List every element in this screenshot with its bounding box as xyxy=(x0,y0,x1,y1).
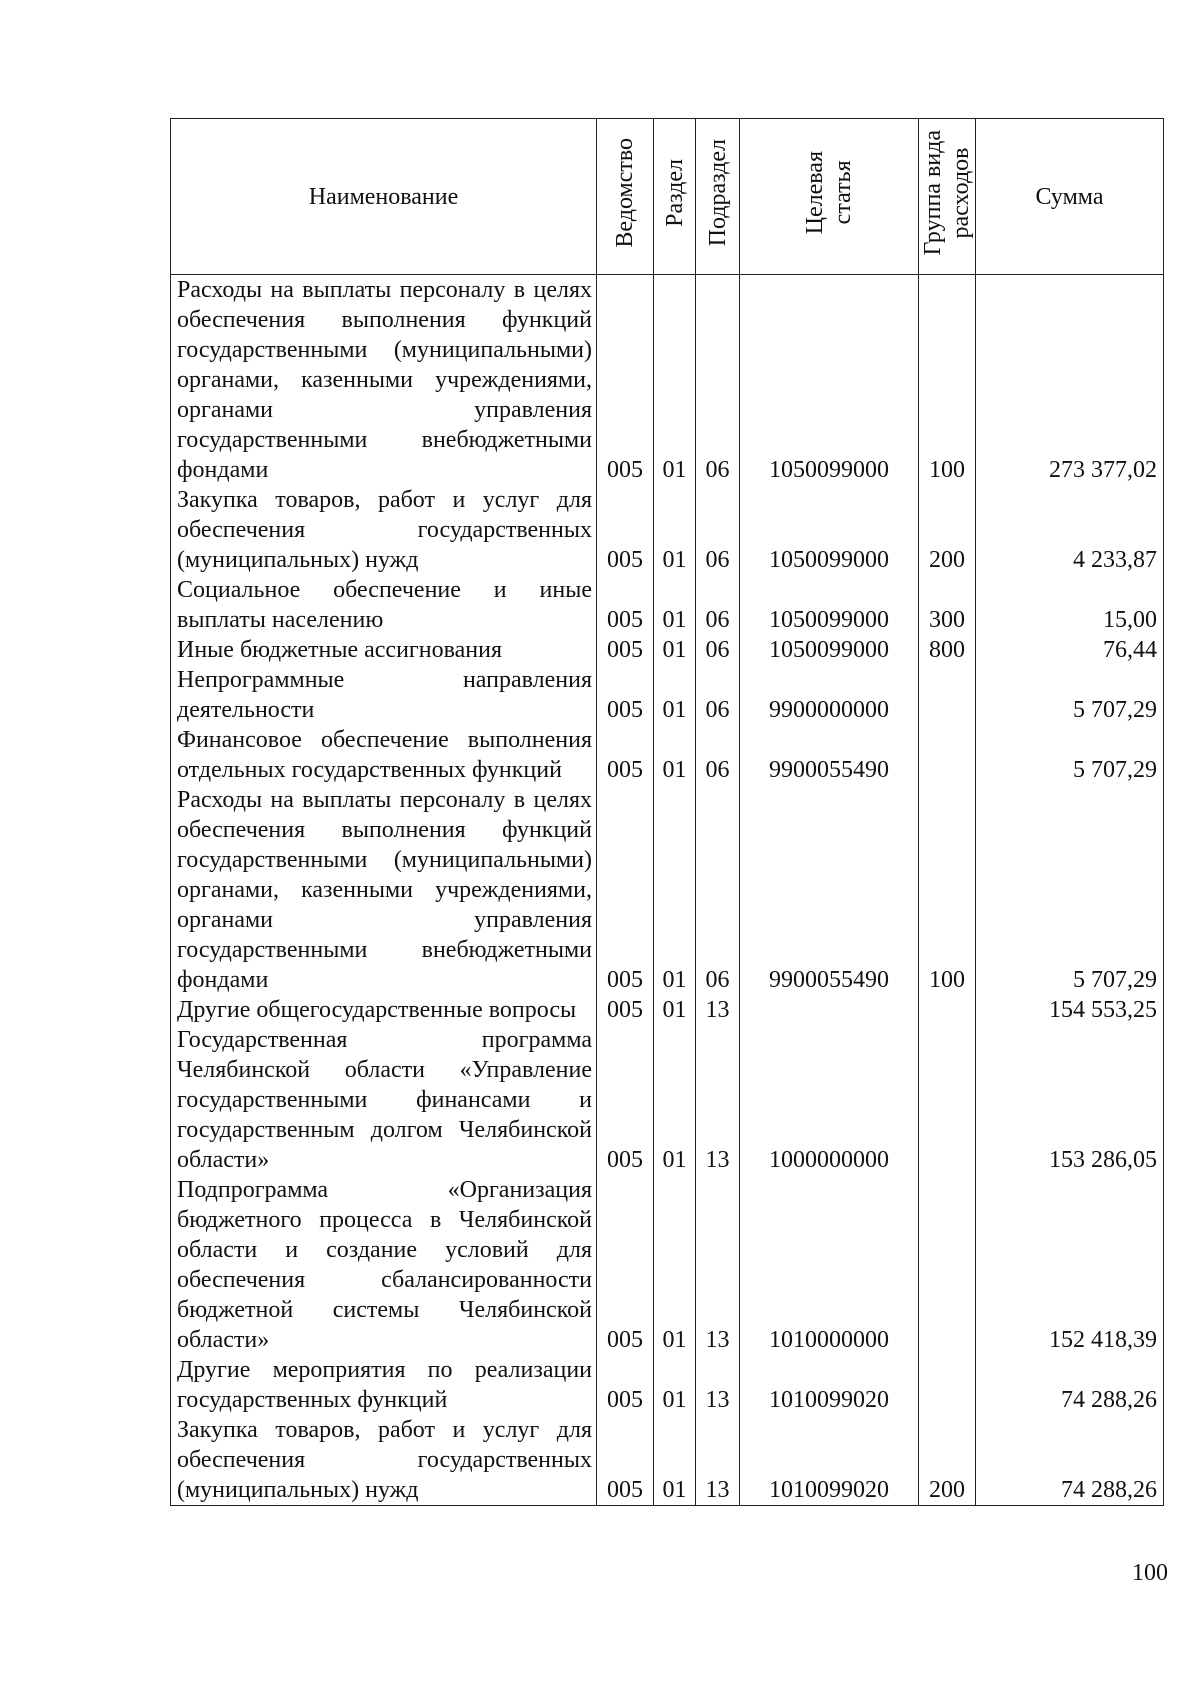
table-row xyxy=(171,275,1164,486)
cell-vedomstvo: 005 xyxy=(597,1025,654,1175)
cell-razdel: 01 xyxy=(654,1355,696,1415)
table-body xyxy=(171,275,1164,1506)
table-row xyxy=(171,1415,1164,1506)
cell-gruppa-vida-rashodov: 100 xyxy=(919,785,976,995)
cell-gruppa-vida-rashodov: 100 xyxy=(919,275,976,486)
cell-name: Финансовое обеспечение выполнения отдельных государственных функций xyxy=(171,725,597,785)
cell-celevaya-statya: 9900000000 xyxy=(740,665,919,725)
cell-name: Другие общегосударственные вопросы xyxy=(171,995,597,1025)
cell-summa: 152 418,39 xyxy=(976,1175,1164,1355)
cell-vedomstvo: 005 xyxy=(597,1175,654,1355)
cell-summa: 74 288,26 xyxy=(976,1415,1164,1506)
cell-name: Подпрограмма «Организация бюджетного процесса в Челябинской области и создание условий для обеспечения сбалансированности бюджетной системы Челябинской области» xyxy=(171,1175,597,1355)
cell-razdel: 01 xyxy=(654,725,696,785)
cell-razdel: 01 xyxy=(654,575,696,635)
header-vedomstvo: Ведомство xyxy=(597,119,654,275)
cell-summa: 153 286,05 xyxy=(976,1025,1164,1175)
cell-razdel: 01 xyxy=(654,1415,696,1506)
cell-razdel: 01 xyxy=(654,635,696,665)
cell-gruppa-vida-rashodov xyxy=(919,1025,976,1175)
cell-podrazdel: 06 xyxy=(696,635,740,665)
cell-gruppa-vida-rashodov xyxy=(919,1355,976,1415)
cell-vedomstvo: 005 xyxy=(597,1355,654,1415)
cell-summa: 4 233,87 xyxy=(976,485,1164,575)
table-row xyxy=(171,725,1164,785)
cell-name: Закупка товаров, работ и услуг для обеспечения государственных (муниципальных) нужд xyxy=(171,1415,597,1506)
page-number: 100 xyxy=(1132,1560,1168,1586)
cell-summa: 5 707,29 xyxy=(976,785,1164,995)
cell-vedomstvo: 005 xyxy=(597,635,654,665)
cell-gruppa-vida-rashodov: 300 xyxy=(919,575,976,635)
cell-vedomstvo: 005 xyxy=(597,995,654,1025)
cell-podrazdel: 13 xyxy=(696,1175,740,1355)
cell-razdel: 01 xyxy=(654,1175,696,1355)
cell-celevaya-statya: 1010099020 xyxy=(740,1355,919,1415)
cell-summa: 5 707,29 xyxy=(976,665,1164,725)
cell-name: Другие мероприятия по реализации государственных функций xyxy=(171,1355,597,1415)
cell-vedomstvo: 005 xyxy=(597,275,654,486)
cell-celevaya-statya: 1050099000 xyxy=(740,275,919,486)
header-name: Наименование xyxy=(171,119,597,275)
header-gruppa-vida-rashodov: Группа вида расходов xyxy=(919,119,976,275)
cell-name: Расходы на выплаты персоналу в целях обеспечения выполнения функций государственными (муниципальными) органами, казенными учреждениями, органами управления государственными внебюджетными фондами xyxy=(171,785,597,995)
cell-celevaya-statya: 1000000000 xyxy=(740,1025,919,1175)
cell-gruppa-vida-rashodov xyxy=(919,1175,976,1355)
cell-summa: 74 288,26 xyxy=(976,1355,1164,1415)
cell-summa: 154 553,25 xyxy=(976,995,1164,1025)
cell-razdel: 01 xyxy=(654,1025,696,1175)
cell-name: Закупка товаров, работ и услуг для обеспечения государственных (муниципальных) нужд xyxy=(171,485,597,575)
cell-celevaya-statya: 1010000000 xyxy=(740,1175,919,1355)
cell-vedomstvo: 005 xyxy=(597,1415,654,1506)
cell-gruppa-vida-rashodov: 800 xyxy=(919,635,976,665)
cell-vedomstvo: 005 xyxy=(597,485,654,575)
cell-summa: 273 377,02 xyxy=(976,275,1164,486)
header-podrazdel: Подраздел xyxy=(696,119,740,275)
cell-podrazdel: 06 xyxy=(696,485,740,575)
table-row xyxy=(171,1355,1164,1415)
header-razdel: Раздел xyxy=(654,119,696,275)
cell-vedomstvo: 005 xyxy=(597,725,654,785)
table-row xyxy=(171,785,1164,995)
cell-celevaya-statya xyxy=(740,995,919,1025)
cell-podrazdel: 06 xyxy=(696,575,740,635)
cell-podrazdel: 13 xyxy=(696,1025,740,1175)
table-row xyxy=(171,995,1164,1025)
cell-razdel: 01 xyxy=(654,785,696,995)
cell-celevaya-statya: 9900055490 xyxy=(740,785,919,995)
cell-podrazdel: 13 xyxy=(696,1415,740,1506)
cell-name: Расходы на выплаты персоналу в целях обеспечения выполнения функций государственными (муниципальными) органами, казенными учреждениями, органами управления государственными внебюджетными фондами xyxy=(171,275,597,486)
cell-vedomstvo: 005 xyxy=(597,575,654,635)
cell-vedomstvo: 005 xyxy=(597,665,654,725)
cell-gruppa-vida-rashodov xyxy=(919,725,976,785)
cell-podrazdel: 06 xyxy=(696,665,740,725)
cell-razdel: 01 xyxy=(654,665,696,725)
cell-podrazdel: 13 xyxy=(696,995,740,1025)
table-row xyxy=(171,635,1164,665)
cell-name: Социальное обеспечение и иные выплаты населению xyxy=(171,575,597,635)
cell-gruppa-vida-rashodov: 200 xyxy=(919,485,976,575)
cell-celevaya-statya: 1010099020 xyxy=(740,1415,919,1506)
table-row xyxy=(171,1025,1164,1175)
table-row xyxy=(171,665,1164,725)
cell-podrazdel: 06 xyxy=(696,785,740,995)
header-summa: Сумма xyxy=(976,119,1164,275)
cell-celevaya-statya: 1050099000 xyxy=(740,635,919,665)
cell-razdel: 01 xyxy=(654,485,696,575)
table-row xyxy=(171,1175,1164,1355)
cell-summa: 5 707,29 xyxy=(976,725,1164,785)
cell-name: Государственная программа Челябинской области «Управление государственными финансами и государственным долгом Челябинской области» xyxy=(171,1025,597,1175)
cell-celevaya-statya: 9900055490 xyxy=(740,725,919,785)
cell-gruppa-vida-rashodov xyxy=(919,665,976,725)
cell-gruppa-vida-rashodov: 200 xyxy=(919,1415,976,1506)
cell-razdel: 01 xyxy=(654,275,696,486)
table-row xyxy=(171,485,1164,575)
cell-podrazdel: 06 xyxy=(696,725,740,785)
cell-summa: 15,00 xyxy=(976,575,1164,635)
table-row xyxy=(171,575,1164,635)
cell-summa: 76,44 xyxy=(976,635,1164,665)
cell-celevaya-statya: 1050099000 xyxy=(740,485,919,575)
cell-celevaya-statya: 1050099000 xyxy=(740,575,919,635)
table-header xyxy=(171,119,1164,275)
cell-vedomstvo: 005 xyxy=(597,785,654,995)
budget-table xyxy=(170,118,1164,1506)
cell-name: Иные бюджетные ассигнования xyxy=(171,635,597,665)
header-celevaya-statya: Целевая статья xyxy=(740,119,919,275)
cell-podrazdel: 06 xyxy=(696,275,740,486)
cell-gruppa-vida-rashodov xyxy=(919,995,976,1025)
cell-name: Непрограммные направления деятельности xyxy=(171,665,597,725)
cell-razdel: 01 xyxy=(654,995,696,1025)
cell-podrazdel: 13 xyxy=(696,1355,740,1415)
